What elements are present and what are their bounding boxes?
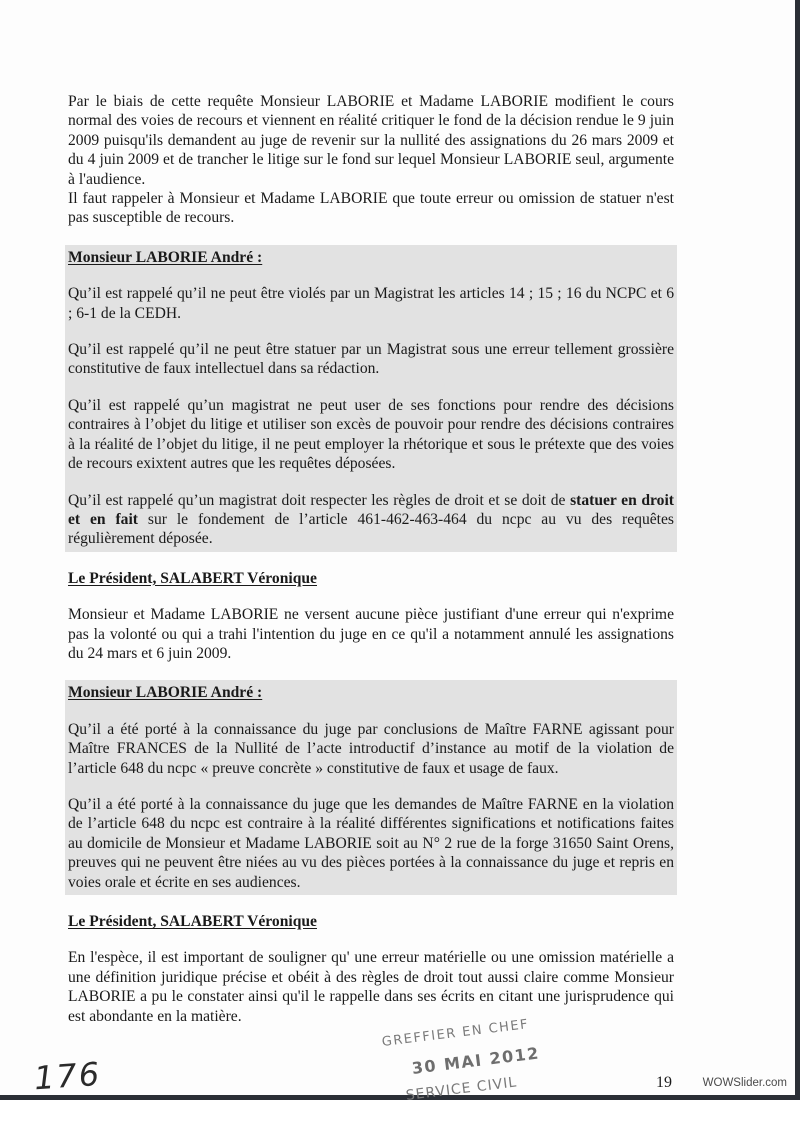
section-paragraph: Monsieur et Madame LABORIE ne versent aucune pièce justifiant d'une erreur qui n'exprime pas la volonté ou qui a trahi l'intention du juge en ce qu'il a notamment annulé les assignations du 24 mars et 6 juin 2009.	[68, 606, 674, 662]
spacer	[68, 703, 674, 720]
section-heading: Le Président, SALABERT Véronique	[68, 569, 317, 587]
section-heading: Monsieur LABORIE André :	[68, 684, 263, 702]
section-paragraph: Qu’il a été porté à la connaissance du juge par conclusions de Maître FARNE agissant pour Maître FRANCES de la Nullité de l’acte introductif d’instance au motif de la violation de l’article 648 du ncpc « preuve concrète » constitutive de faux et usage de faux.	[68, 720, 674, 777]
document-body	[68, 92, 674, 1026]
spacer	[68, 895, 674, 912]
section-paragraph: Qu’il est rappelé qu’il ne peut être statuer par un Magistrat sous une erreur tellement grossière constitutive de faux intellectuel dans sa rédaction.	[68, 341, 674, 378]
spacer	[68, 379, 674, 396]
spacer	[68, 778, 674, 795]
section-president-1	[68, 569, 674, 664]
text-run: sur le fondement de l’article 461-462-463-464 du ncpc au vu des requêtes régulièrement déposée.	[68, 510, 674, 548]
stamp-greffier: GREFFIER EN CHEF	[381, 1017, 530, 1050]
section-paragraph: Qu’il est rappelé qu’il ne peut être violés par un Magistrat les articles 14 ; 15 ; 16 du NCPC et 6 ; 6-1 de la CEDH.	[68, 285, 674, 322]
intro-paragraph-2: Il faut rappeler à Monsieur et Madame LABORIE que toute erreur ou omission de statuer n'est pas susceptible de recours.	[68, 190, 674, 227]
spacer	[68, 323, 674, 340]
section-president-2	[68, 912, 674, 1026]
spacer	[68, 663, 674, 680]
section-heading: Le Président, SALABERT Véronique	[68, 913, 317, 930]
stamp-service: SERVICE CIVIL	[405, 1074, 519, 1104]
spacer	[68, 552, 674, 569]
watermark: WOWSlider.com	[702, 1077, 787, 1089]
spacer	[68, 267, 674, 284]
spacer	[68, 931, 674, 948]
page-footer	[0, 1017, 795, 1122]
section-paragraph: En l'espèce, il est important de souligner qu' une erreur matérielle ou une omission matérielle a une définition juridique précise et obéit à des règles de droit tout aussi claire comme Monsieur LABORIE a pu le constater ainsi qu'il le rappelle dans ses écrits en citant une jurisprudence qui est abondante en la matière.	[68, 949, 674, 1025]
text-run: Qu’il est rappelé qu’un magistrat doit respecter les règles de droit et se doit de	[68, 491, 571, 509]
section-paragraph	[68, 491, 674, 549]
bold-text-run: statuer en droit et en fait	[68, 491, 674, 528]
handwritten-number: 176	[32, 1054, 103, 1098]
page-number: 19	[656, 1074, 672, 1091]
court-stamp	[381, 1017, 582, 1106]
spacer	[68, 228, 674, 245]
section-laborie-2	[65, 680, 677, 895]
spacer	[68, 474, 674, 491]
section-heading: Monsieur LABORIE André :	[68, 248, 263, 266]
stamp-date: 30 MAI 2012	[410, 1043, 541, 1078]
section-paragraph: Qu’il est rappelé qu’un magistrat ne peut user de ses fonctions pour rendre des décisions contraires à l’objet du litige et utiliser son excès de pouvoir pour rendre des décisions contraires à la réalité de l’objet du litige, il ne peut employer la rhétorique et sous le prétexte que des voies de recours exixtent autres que les requêtes déposées.	[68, 396, 674, 473]
intro-paragraph-1: Par le biais de cette requête Monsieur LABORIE et Madame LABORIE modifient le cours normal des voies de recours et viennent en réalité critiquer le fond de la décision rendue le 9 juin 2009 puisqu'ils demandent au juge de revenir sur la nullité des assignations du 26 mars 2009 et du 4 juin 2009 et de trancher le litige sur le fond sur lequel Monsieur LABORIE seul, argumente à l'audience.	[68, 93, 674, 188]
section-laborie-1	[65, 245, 677, 552]
section-paragraph: Qu’il a été porté à la connaissance du juge que les demandes de Maître FARNE en la violation de l’article 648 du ncpc est contraire à la réalité différentes significations et notifications faites au domicile de Monsieur et Madame LABORIE soit au N° 2 rue de la forge 31650 Saint Orens, preuves qui ne peuvent être niées au vu des pièces portées à la connaissance du juge et repris en voies orale et écrite en ses audiences.	[68, 795, 674, 891]
spacer	[68, 588, 674, 605]
